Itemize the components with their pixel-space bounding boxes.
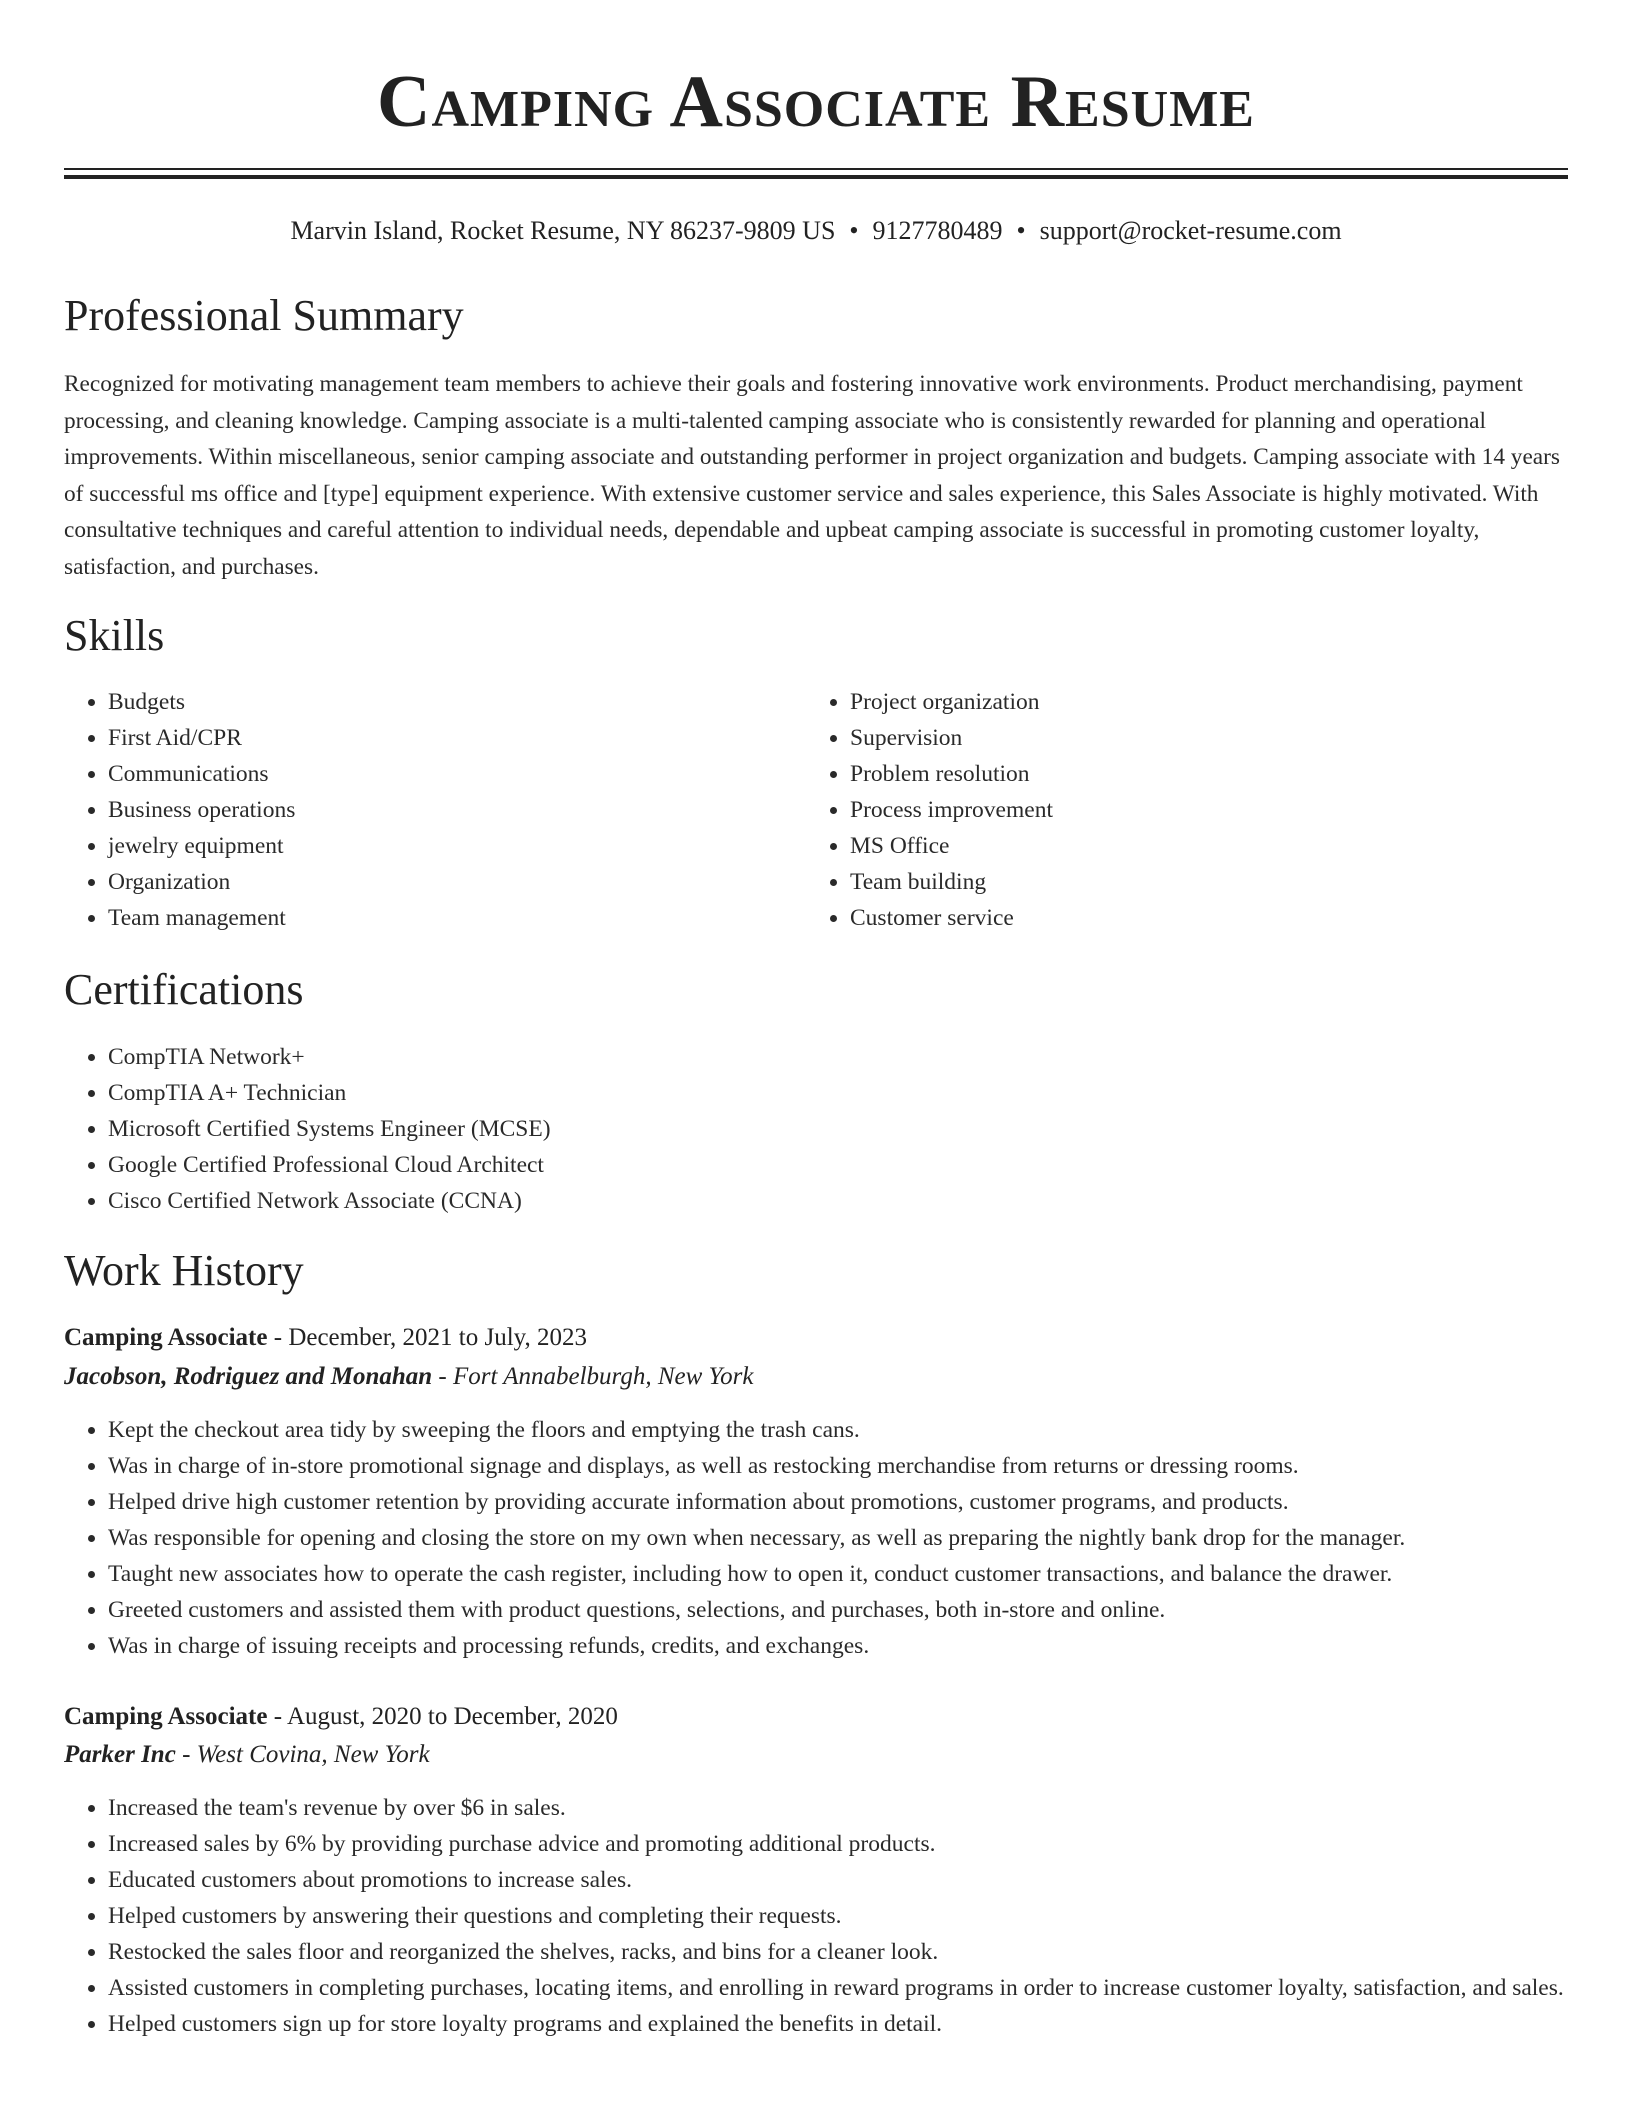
job-dates: August, 2020 to December, 2020 xyxy=(286,1703,618,1730)
list-item: • CompTIA A+ Technician xyxy=(108,1075,1568,1111)
list-item: • jewelry equipment xyxy=(108,828,798,864)
list-item: • Google Certified Professional Cloud Architect xyxy=(108,1147,1568,1183)
list-item: • Helped customers by answering their questions and completing their requests. xyxy=(108,1898,1568,1934)
list-item: • Project organization xyxy=(850,684,1550,720)
job-title-line: Camping Associate - December, 2021 to July, 2023 xyxy=(64,1324,588,1351)
job-title-line: Camping Associate - August, 2020 to December, 2020 xyxy=(64,1703,618,1730)
section-title-certifications: Certifications xyxy=(64,965,304,1014)
contact-address: Marvin Island, Rocket Resume, NY 86237-9809 US xyxy=(290,216,836,245)
list-item: • Team management xyxy=(108,900,798,936)
list-item: • Microsoft Certified Systems Engineer (MCSE) xyxy=(108,1111,1568,1147)
list-item: • Helped drive high customer retention by providing accurate information about promotions, customer programs, and products. xyxy=(108,1484,1568,1520)
list-item: • Educated customers about promotions to increase sales. xyxy=(108,1862,1568,1898)
certifications-list xyxy=(64,1039,1568,1219)
list-item: • Taught new associates how to operate the cash register, including how to open it, conduct customer transactions, and balance the drawer. xyxy=(108,1556,1568,1592)
section-title-summary: Professional Summary xyxy=(64,291,464,340)
job-company: Jacobson, Rodriguez and Monahan xyxy=(64,1363,433,1390)
list-item: • Problem resolution xyxy=(850,756,1550,792)
resume-title: Camping Associate Resume xyxy=(377,61,1255,143)
job-dates: December, 2021 to July, 2023 xyxy=(288,1324,588,1351)
section-title-skills: Skills xyxy=(64,611,165,660)
title-divider-thick xyxy=(64,175,1568,179)
contact-separator: • xyxy=(1016,216,1026,245)
list-item: • Helped customers sign up for store loyalty programs and explained the benefits in detail. xyxy=(108,2006,1568,2042)
list-item: • Budgets xyxy=(108,684,798,720)
contact-separator: • xyxy=(849,216,859,245)
summary-text: Recognized for motivating management team members to achieve their goals and fostering innovative work environments. Product merchandising, payment processing, and cleaning knowledge. Camping associate is a multi-talented camping associate who is consistently rewarded for planning and operational improvements. Within miscellaneous, senior camping associate and outstanding performer in project organization and budgets. Camping associate with 14 years of successful ms office and [type] equipment experience. With extensive customer service and sales experience, this Sales Associate is highly motivated. With consultative techniques and careful attention to individual needs, dependable and upbeat camping associate is successful in promoting customer loyalty, satisfaction, and purchases. xyxy=(64,371,1560,580)
list-item: • Greeted customers and assisted them with product questions, selections, and purchases, both in-store and online. xyxy=(108,1592,1568,1628)
list-item: • Restocked the sales floor and reorganized the shelves, racks, and bins for a cleaner look. xyxy=(108,1934,1568,1970)
list-item: • Increased the team's revenue by over $6 in sales. xyxy=(108,1790,1568,1826)
job-company: Parker Inc xyxy=(64,1741,176,1768)
job-location: Fort Annabelburgh, New York xyxy=(452,1363,754,1390)
list-item: • Was in charge of issuing receipts and processing refunds, credits, and exchanges. xyxy=(108,1628,1568,1664)
list-item: • Business operations xyxy=(108,792,798,828)
job-title: Camping Associate xyxy=(64,1324,268,1351)
list-item: • Team building xyxy=(850,864,1550,900)
list-item: • MS Office xyxy=(850,828,1550,864)
list-item: • Supervision xyxy=(850,720,1550,756)
skills-list-right xyxy=(806,684,1550,936)
list-item: • Cisco Certified Network Associate (CCNA) xyxy=(108,1183,1568,1219)
section-title-work-history: Work History xyxy=(64,1246,304,1295)
job-bullets xyxy=(64,1412,1568,1664)
list-item: • Was responsible for opening and closing the store on my own when necessary, as well as preparing the nightly bank drop for the manager. xyxy=(108,1520,1568,1556)
contact-line xyxy=(64,214,1568,248)
skills-list-left xyxy=(64,684,798,936)
job-location: West Covina, New York xyxy=(196,1741,430,1768)
list-item: • CompTIA Network+ xyxy=(108,1039,1568,1075)
job-company-line: Parker Inc - West Covina, New York xyxy=(64,1741,430,1768)
list-item: • Organization xyxy=(108,864,798,900)
job-company-line: Jacobson, Rodriguez and Monahan - Fort Annabelburgh, New York xyxy=(64,1363,754,1390)
title-divider-thin xyxy=(64,168,1568,170)
list-item: • Process improvement xyxy=(850,792,1550,828)
job-title: Camping Associate xyxy=(64,1703,268,1730)
list-item: • Increased sales by 6% by providing purchase advice and promoting additional products. xyxy=(108,1826,1568,1862)
list-item: • Customer service xyxy=(850,900,1550,936)
list-item: • Was in charge of in-store promotional signage and displays, as well as restocking merchandise from returns or dressing rooms. xyxy=(108,1448,1568,1484)
list-item: • First Aid/CPR xyxy=(108,720,798,756)
job-bullets xyxy=(64,1790,1568,2042)
list-item: • Communications xyxy=(108,756,798,792)
list-item: • Assisted customers in completing purchases, locating items, and enrolling in reward programs in order to increase customer loyalty, satisfaction, and sales. xyxy=(108,1970,1568,2006)
list-item: • Kept the checkout area tidy by sweeping the floors and emptying the trash cans. xyxy=(108,1412,1568,1448)
contact-email: support@rocket-resume.com xyxy=(1039,216,1342,245)
contact-phone: 9127780489 xyxy=(872,216,1003,245)
